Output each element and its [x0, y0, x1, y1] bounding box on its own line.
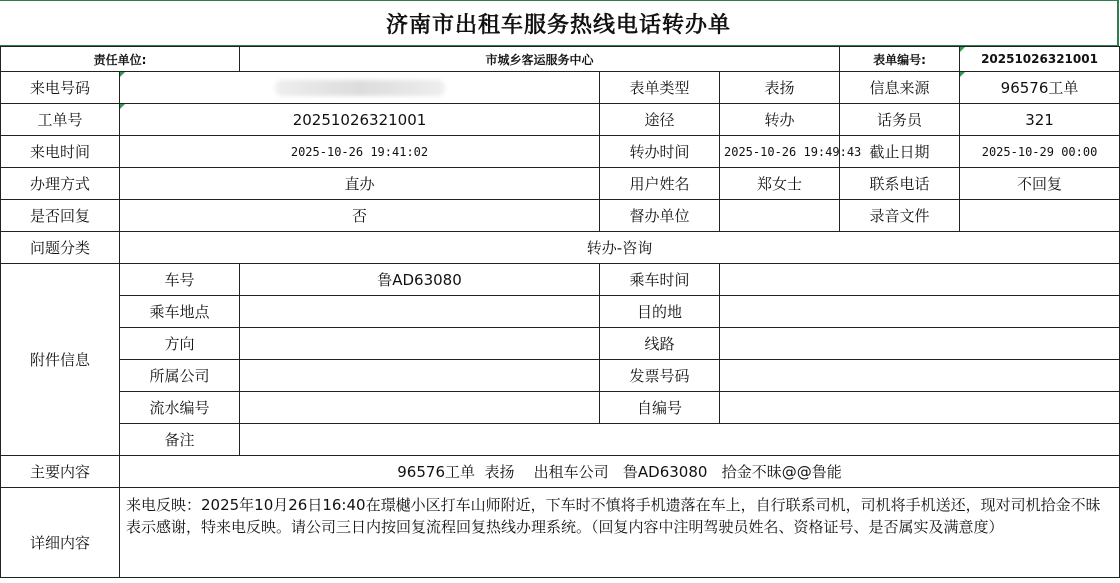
self-no-label: 自编号 [600, 392, 720, 424]
table-row [1, 488, 1120, 578]
header-row [1, 47, 1120, 72]
transfer-time-value: 2025-10-26 19:49:43 [720, 136, 840, 168]
info-source-label: 信息来源 [840, 72, 960, 104]
contact-value: 不回复 [960, 168, 1120, 200]
form-title: 济南市出租车服务热线电话转办单 [0, 0, 1119, 47]
call-time-label: 来电时间 [1, 136, 120, 168]
remark-label: 备注 [120, 424, 240, 456]
invoice-label: 发票号码 [600, 360, 720, 392]
form-no-value: 20251026321001 [960, 47, 1120, 72]
detail-value: 来电反映：2025年10月26日16:40在璟樾小区打车山师附近，下车时不慎将手机遗落在车上，自行联系司机，司机将手机送还，现对司机拾金不昧表示感谢，特来电反映。请公司三日内按回复流程回复热线办理系统。（回复内容中注明驾驶员姓名、资格证号、是否属实及满意度） [120, 488, 1120, 578]
reply-value: 否 [120, 200, 600, 232]
operator-label: 话务员 [840, 104, 960, 136]
recording-value [960, 200, 1120, 232]
board-place-label: 乘车地点 [120, 296, 240, 328]
form-no-label: 表单编号: [840, 47, 960, 72]
route-label: 途径 [600, 104, 720, 136]
destination-label: 目的地 [600, 296, 720, 328]
table-row [1, 72, 1120, 104]
transfer-time-label: 转办时间 [600, 136, 720, 168]
caller-no-label: 来电号码 [1, 72, 120, 104]
supervise-value [720, 200, 840, 232]
line-value [720, 328, 1120, 360]
supervise-label: 督办单位 [600, 200, 720, 232]
line-label: 线路 [600, 328, 720, 360]
attachment-row [1, 296, 1120, 328]
redacted-phone-number [275, 80, 445, 96]
attachment-row [1, 264, 1120, 296]
direction-label: 方向 [120, 328, 240, 360]
route-value: 转办 [720, 104, 840, 136]
deadline-label: 截止日期 [840, 136, 960, 168]
reply-label: 是否回复 [1, 200, 120, 232]
user-name-label: 用户姓名 [600, 168, 720, 200]
plate-label: 车号 [120, 264, 240, 296]
call-time-value: 2025-10-26 19:41:02 [120, 136, 600, 168]
recording-label: 录音文件 [840, 200, 960, 232]
table-row [1, 104, 1120, 136]
category-value: 转办-咨询 [120, 232, 1120, 264]
work-no-label: 工单号 [1, 104, 120, 136]
attachment-section-label: 附件信息 [1, 264, 120, 456]
invoice-value [720, 360, 1120, 392]
table-row [1, 168, 1120, 200]
form-table [0, 46, 1120, 578]
operator-value: 321 [960, 104, 1120, 136]
table-row [1, 200, 1120, 232]
form-type-value: 表扬 [720, 72, 840, 104]
handle-mode-label: 办理方式 [1, 168, 120, 200]
category-label: 问题分类 [1, 232, 120, 264]
user-name-value: 郑女士 [720, 168, 840, 200]
contact-label: 联系电话 [840, 168, 960, 200]
attachment-row [1, 360, 1120, 392]
caller-no-value [120, 72, 600, 104]
serial-value [240, 392, 600, 424]
handle-mode-value: 直办 [120, 168, 600, 200]
plate-value: 鲁AD63080 [240, 264, 600, 296]
company-value [240, 360, 600, 392]
attachment-row [1, 328, 1120, 360]
serial-label: 流水编号 [120, 392, 240, 424]
direction-value [240, 328, 600, 360]
board-place-value [240, 296, 600, 328]
form-type-label: 表单类型 [600, 72, 720, 104]
table-row [1, 136, 1120, 168]
detail-label: 详细内容 [1, 488, 120, 578]
main-content-value: 96576工单 表扬 出租车公司 鲁AD63080 拾金不昧@@鲁能 [120, 456, 1120, 488]
self-no-value [720, 392, 1120, 424]
company-label: 所属公司 [120, 360, 240, 392]
table-row [1, 456, 1120, 488]
destination-value [720, 296, 1120, 328]
info-source-value: 96576工单 [960, 72, 1120, 104]
ride-time-value [720, 264, 1120, 296]
attachment-row [1, 424, 1120, 456]
resp-unit-label: 责任单位: [1, 47, 240, 72]
table-row [1, 232, 1120, 264]
attachment-row [1, 392, 1120, 424]
resp-unit-value: 市城乡客运服务中心 [240, 47, 840, 72]
work-no-value: 20251026321001 [120, 104, 600, 136]
remark-value [240, 424, 1120, 456]
ride-time-label: 乘车时间 [600, 264, 720, 296]
deadline-value: 2025-10-29 00:00 [960, 136, 1120, 168]
main-content-label: 主要内容 [1, 456, 120, 488]
